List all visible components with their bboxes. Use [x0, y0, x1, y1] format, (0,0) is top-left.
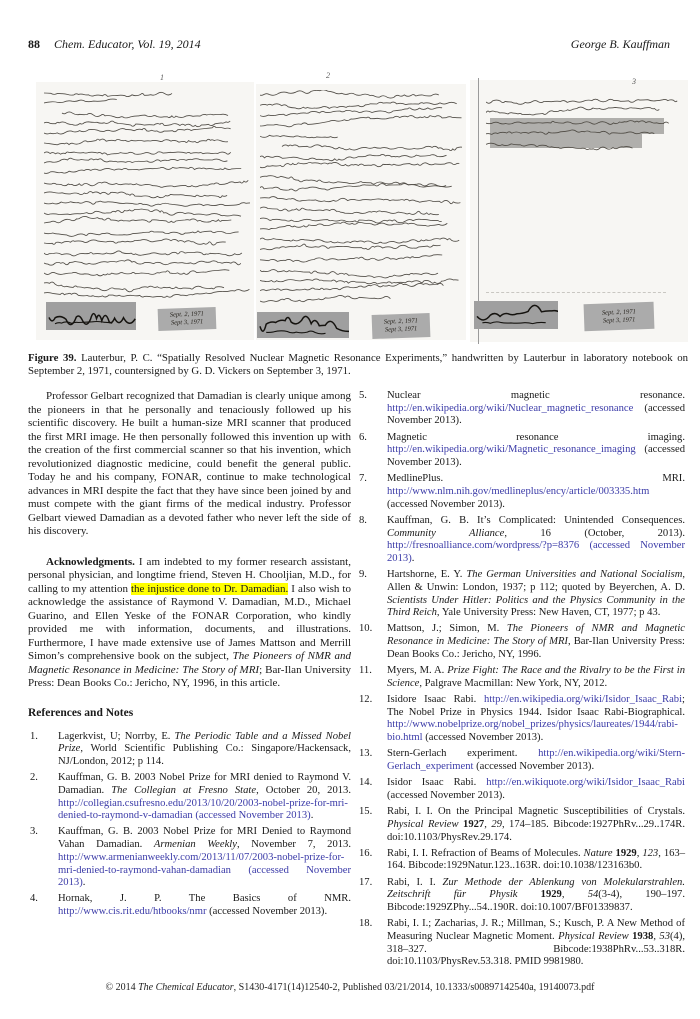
text-segment: , — [636, 847, 643, 859]
text-segment: . — [310, 810, 314, 822]
reference-item-10 — [357, 623, 685, 661]
reference-number: 5. — [359, 390, 367, 401]
text-segment: (accessed November 2013). — [387, 402, 685, 427]
header-author: George B. Kauffman — [570, 37, 670, 51]
header-left — [28, 37, 201, 52]
text-segment: , Bar-Ilan University Press: Dean Books Co.: Jericho, NY, 1996. — [387, 636, 685, 660]
reference-item-8 — [357, 515, 685, 566]
text-segment: Myers, M. A. — [387, 665, 448, 677]
page-number: 88 — [28, 37, 40, 51]
text-segment: the injustice done to Dr. Damadian. — [131, 582, 289, 595]
text-segment: Armenian Weekly — [153, 839, 237, 851]
handwriting-block-2 — [260, 90, 462, 310]
text-segment: , Palgrave Macmillan: New York, NY, 2012. — [419, 677, 608, 689]
text-segment: (accessed November 2013). — [206, 906, 328, 918]
text-segment: The Chemical Educator — [138, 982, 234, 993]
reference-item-14 — [357, 777, 685, 802]
lauterbur-signature — [474, 301, 558, 329]
references-list-left — [28, 731, 351, 919]
text-segment: Kauffman, G. B. 2003 Nobel Prize for MRI Denied to Raymond Vahan Damadian. — [58, 826, 351, 851]
text-segment: Zur Methode der Ablenkung von Molekularstrahlen. Zeitschrift für Physik — [387, 876, 685, 901]
reference-number: 12. — [359, 693, 373, 705]
text-segment: 53 — [659, 930, 670, 942]
text-segment: © 2014 — [105, 982, 139, 993]
text-segment: Lauterbur, P. C. “Spatially Resolved Nuclear Magnetic Resonance Experiments,” handwritten by Lauterbur in laboratory notebook on September 2, 1971, countersigned by G. D. Vickers on September 3, 1971. — [28, 352, 688, 377]
text-segment: (4), 318–327. Bibcode:1938PhRv...53..318R. doi:10.1103/PhysRev.53.318. PMID 9981980. — [387, 930, 686, 968]
text-segment: , — [561, 889, 588, 901]
text-segment: The Pioneers of NMR and Magnetic Resonance in Medicine: The Story of MRI — [28, 650, 351, 676]
text-segment: (3-4), 190–197. Bibcode:1929ZPhy...54..190R. doi:10.1007/BF01339837. — [387, 889, 686, 914]
text-segment: Kauffman, G. B. It’s Complicated: Unintended Consequences. — [387, 514, 685, 526]
text-segment: Rabi, I. I. On the Principal Magnetic Susceptibilities of Crystals. — [387, 806, 685, 818]
text-segment: , Allen & Unwin: London, 1937; p 112; quoted by Beyerchen, A. D. — [387, 569, 685, 593]
text-segment: The German Universities and National Socialism — [466, 569, 683, 581]
reference-link[interactable]: http://www.nobelprize.org/nobel_prizes/physics/laureates/1944/rabi-bio.html — [387, 719, 678, 744]
reference-item-16 — [357, 848, 685, 873]
reference-link[interactable]: http://en.wikipedia.org/wiki/Magnetic_resonance_imaging — [387, 444, 636, 456]
signature-date-line2: Sept 3, 1971 — [384, 325, 418, 334]
reference-number: 18. — [359, 918, 373, 930]
text-segment: Kauffman, G. B. 2003 Nobel Prize for MRI denied to Raymond V. Damadian. — [58, 772, 351, 796]
date-stamp — [158, 307, 217, 331]
signature-date-line1: Sept. 2, 1971 — [601, 308, 636, 317]
text-segment: , 16 (October, 2013). — [504, 527, 685, 539]
signature-date-line1: Sept. 2, 1971 — [169, 310, 204, 319]
text-segment: Isidor Isaac Rabi. — [387, 777, 487, 789]
text-segment: 123 — [642, 847, 659, 859]
text-segment: Acknowledgments. — [46, 555, 135, 568]
text-segment: Physical Review — [387, 818, 459, 830]
reference-link[interactable]: http://www.armenianweekly.com/2013/11/07/2003-nobel-prize-for-mri-denied-to-raymond-vahan-damadian (accessed November 2013) — [58, 851, 351, 889]
reference-item-6 — [357, 432, 685, 470]
reference-number: 2. — [30, 772, 38, 784]
text-segment: Scientists Under Hitler: Politics and the Physics Community in the Third Reich — [387, 594, 685, 619]
handwriting-block-3 — [486, 96, 682, 154]
reference-item-5 — [357, 390, 685, 428]
body-paragraph-gelbart — [28, 390, 351, 539]
reference-item-2 — [28, 772, 351, 823]
text-segment: , October 20, 2013. — [256, 784, 351, 796]
lauterbur-signature — [46, 302, 136, 330]
acknowledgments-paragraph — [28, 556, 351, 691]
text-segment: , 163–164. Bibcode:1929Natur.123..163R. doi:10.1038/123163b0. — [387, 847, 685, 872]
reference-item-7 — [357, 473, 685, 511]
text-segment: (accessed November 2013). — [422, 732, 544, 744]
reference-link[interactable]: http://www.nlm.nih.gov/medlineplus/ency/article/003335.htm — [387, 485, 650, 497]
reference-number: 4. — [30, 893, 38, 905]
text-segment: Prize Fight: The Race and the Rivalry to be the First in Science — [387, 665, 686, 689]
reference-number: 8. — [359, 514, 367, 526]
date-stamp — [372, 313, 431, 339]
reference-number: 6. — [359, 431, 367, 443]
text-segment: Mattson, J.; Simon, M. — [387, 623, 507, 635]
reference-item-13 — [357, 748, 685, 773]
reference-number: 15. — [359, 806, 373, 818]
text-segment: 1927 — [458, 818, 485, 830]
reference-number: 9. — [359, 569, 367, 581]
text-segment: Nuclear magnetic resonance. — [387, 390, 685, 401]
text-segment: Hornak, J. P. The Basics of NMR. — [58, 893, 351, 905]
text-segment: Rabi, I. I. — [387, 876, 443, 888]
text-segment: 1929 — [517, 889, 562, 901]
text-segment: ; The Nobel Prize in Physics 1944. Isidor Isaac Rabi-Biographical. — [387, 693, 685, 718]
text-segment: The Pioneers of NMR and Magnetic Resonance in Medicine: The Story of MRI — [387, 623, 685, 648]
reference-number: 3. — [30, 826, 38, 838]
reference-link[interactable]: http://www.cis.rit.edu/htbooks/nmr — [58, 906, 207, 918]
signature-date-line2: Sept 3, 1971 — [170, 318, 204, 327]
reference-item-3 — [28, 826, 351, 890]
references-heading: References and Notes — [28, 706, 134, 719]
text-segment: MedlinePlus. MRI. — [387, 473, 685, 485]
text-segment: The Collegian at Fresno State — [111, 784, 257, 796]
reference-number: 7. — [359, 473, 367, 485]
reference-item-18 — [357, 918, 685, 969]
text-segment: , S1430-4171(14)12540-2, Published 03/21/2014, 10.1333/s00897142540a, 19140073.pdf — [233, 982, 595, 993]
text-segment: , — [484, 818, 492, 830]
reference-link[interactable]: http://en.wikiquote.org/wiki/Isidor_Isaac_Rabi — [486, 777, 685, 789]
signature-date-line1: Sept. 2, 1971 — [383, 317, 418, 326]
text-segment: . — [82, 877, 86, 889]
reference-number: 16. — [359, 847, 373, 859]
reference-link[interactable]: http://fresnoalliance.com/wordpress/?p=8376 (accessed November 2013) — [387, 540, 685, 564]
reference-item-4 — [28, 893, 351, 918]
notebook-page-number: 2 — [326, 71, 330, 80]
handwriting-block-1 — [44, 88, 250, 304]
text-segment: 1938 — [628, 930, 654, 942]
notebook-page-number: 1 — [160, 73, 164, 82]
reference-item-11 — [357, 665, 685, 690]
text-segment: Community Alliance — [387, 527, 505, 539]
text-segment: Physical Review — [558, 930, 629, 942]
text-segment: I am indebted to my former research assistant, personal physician, and longtime friend, Steven H. Chooljian, M.D., for calling to my attention — [28, 555, 351, 595]
right-column — [357, 390, 685, 973]
reference-link[interactable]: http://en.wikipedia.org/wiki/Isidor_Isaac_Rabi — [483, 693, 683, 705]
reference-link[interactable]: http://en.wikipedia.org/wiki/Stern-Gerlach_experiment — [387, 748, 685, 772]
text-segment: I also wish to acknowledge the assistance of Raymond V. Damadian, M.D., Michael Guarino, and Ellen Yeske of the FONAR Corporation, who kindly provided me with information, documents, and illustrations. Furthermore, I have made extensive use of James Mattson and Merrill Simon’s comprehensive book on the subject, — [28, 582, 351, 662]
reference-number: 11. — [359, 665, 372, 677]
left-column — [28, 390, 351, 922]
reference-number: 10. — [359, 623, 373, 635]
lauterbur-signature — [257, 312, 349, 338]
faint-rule — [486, 292, 666, 293]
reference-item-12 — [357, 694, 685, 745]
text-segment: 1929 — [612, 847, 637, 859]
text-segment: . — [411, 552, 415, 564]
text-segment: (accessed November 2013). — [473, 760, 595, 772]
journal-title: Chem. Educator, Vol. 19, 2014 — [54, 37, 201, 51]
text-segment: ; Bar-Ilan University Press: Dean Books Co.: Jericho, NY, 1996, in this article. — [28, 663, 351, 689]
reference-number: 14. — [359, 777, 373, 789]
reference-item-15 — [357, 806, 685, 844]
signature-date-line2: Sept 3, 1971 — [602, 315, 636, 325]
figure-caption — [28, 352, 688, 378]
text-segment: , — [653, 930, 660, 942]
reference-item-1 — [28, 731, 351, 769]
reference-link[interactable]: http://en.wikipedia.org/wiki/Nuclear_magnetic_resonance — [387, 402, 634, 414]
reference-item-17 — [357, 877, 685, 915]
text-segment: Figure 39. — [28, 352, 77, 364]
references-list-right — [357, 390, 685, 969]
text-segment: 54 — [587, 889, 599, 901]
text-segment: , 174–185. Bibcode:1927PhRv...29..174R. doi:10.1103/PhysRev.29.174. — [387, 818, 685, 843]
text-segment: (accessed November 2013). — [387, 789, 505, 801]
text-segment: Hartshorne, E. Y. — [387, 569, 467, 581]
text-segment: Magnetic resonance imaging. — [387, 431, 685, 443]
reference-number: 1. — [30, 730, 38, 742]
text-segment: (accessed November 2013). — [387, 498, 505, 510]
text-segment: Rabi, I. I.; Zacharias, J. R.; Millman, S.; Kusch, P. A New Method of Measuring Nuclear Magnetic Moment. — [387, 918, 685, 942]
text-segment: Nature — [583, 847, 613, 859]
text-segment: , World Scientific Publishing Co.: Singapore/Hackensack, NJ/London, 2012; p 114. — [58, 743, 351, 767]
reference-number: 17. — [359, 876, 373, 888]
reference-item-9 — [357, 569, 685, 620]
text-segment: (accessed November 2013). — [387, 444, 685, 469]
text-segment: Rabi, I. I. Refraction of Beams of Molecules. — [387, 847, 584, 859]
text-segment: Lagerkvist, U; Norrby, E. — [58, 730, 175, 742]
reference-number: 13. — [359, 748, 373, 760]
text-segment: The Periodic Table and a Missed Nobel Prize — [58, 730, 351, 755]
text-segment: Professor Gelbart recognized that Damadian is clearly unique among the pioneers in that he personally and tenaciously followed up his scientific discovery. He built a human-size MRI scanner that produced the first MRI image. He then personally followed this invention up with the creation of the first commercial scanner so that his invention, which revolutionized diagnostic medicine, could benefit the general public. Today he and his company, FONAR, continue to make technological advances in MRI despite the fact that they have since been joined by and must compete with the giant firms of the medical industry. Professor Gelbart viewed Damadian as a devoted father who never left the side of his discovery. — [28, 390, 351, 537]
text-segment: , Yale University Press: New Haven, CT, 1977; p 43. — [436, 607, 661, 619]
text-segment: , November 7, 2013. — [236, 839, 351, 851]
text-segment: 29 — [491, 818, 502, 830]
reference-link[interactable]: http://collegian.csufresno.edu/2013/10/20/2003-nobel-prize-for-mri-denied-to-raymond-v-damadian (accessed November 2013) — [58, 797, 348, 822]
copyright-footer — [0, 982, 700, 993]
text-segment: Isidore Isaac Rabi. — [387, 693, 484, 705]
text-segment: Stern-Gerlach experiment. — [387, 748, 539, 760]
notebook-page-number: 3 — [632, 77, 636, 86]
date-stamp — [584, 302, 655, 331]
